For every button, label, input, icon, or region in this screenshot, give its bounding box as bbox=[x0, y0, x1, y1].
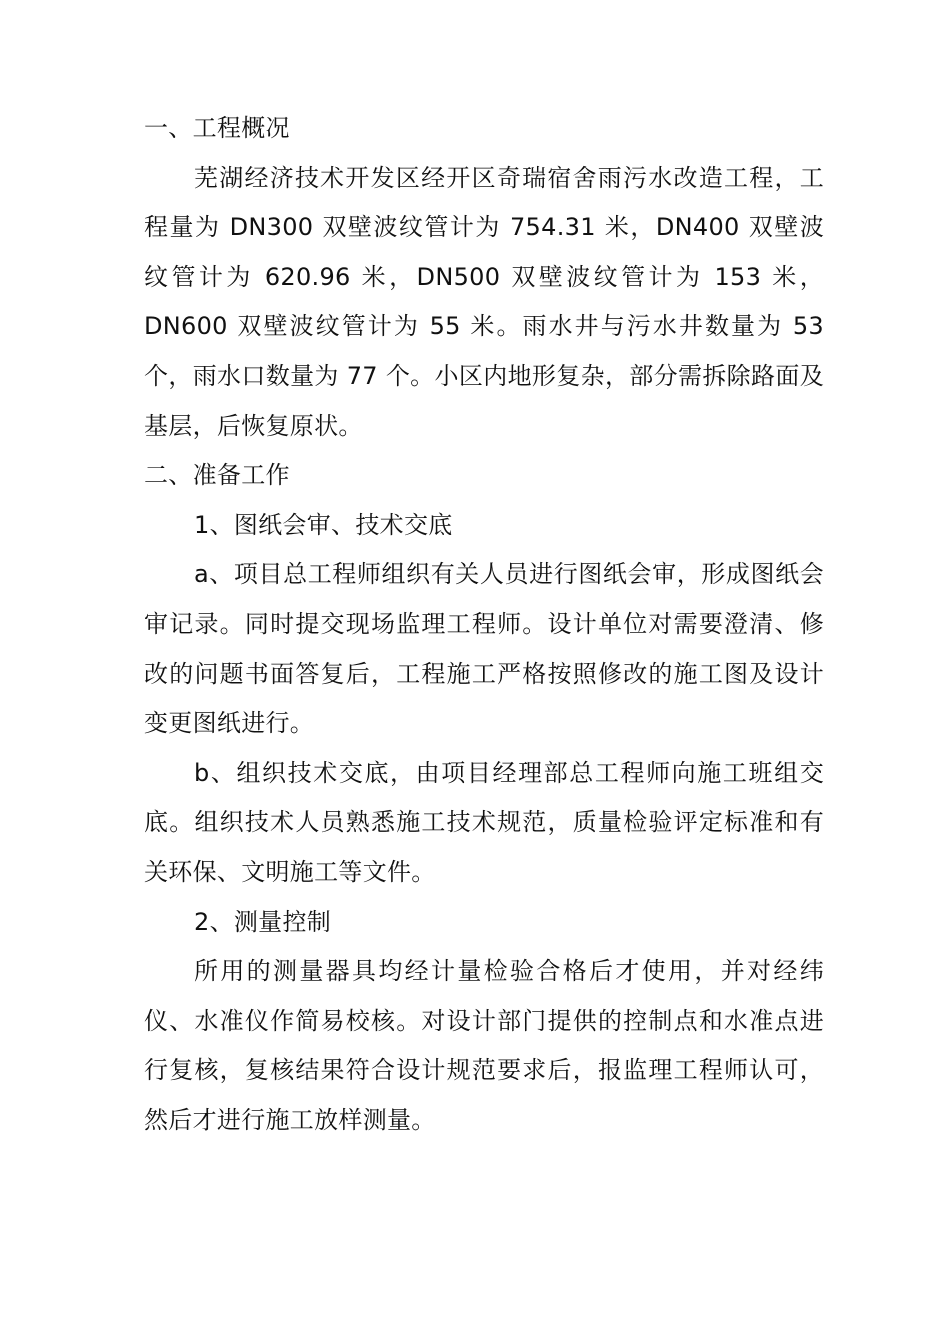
paragraph-overview: 芜湖经济技术开发区经开区奇瑞宿舍雨污水改造工程，工程量为 DN300 双壁波纹管计为 754.31 米，DN400 双壁波纹管计为 620.96 米，DN500 双壁波纹管计为 153 米，DN600 双壁波纹管计为 55 米。雨水井与污水井数量为 53 个，雨水口数量为 77 个。小区内地形复杂，部分需拆除路面及基层，后恢复原状。 bbox=[144, 163, 824, 440]
paragraph-survey-control: 所用的测量器具均经计量检验合格后才使用，并对经纬仪、水准仪作简易校核。对设计部门提供的控制点和水准点进行复核，复核结果符合设计规范要求后，报监理工程师认可，然后才进行施工放样测量。 bbox=[144, 957, 824, 1134]
section-heading-preparation: 二、准备工作 bbox=[144, 461, 290, 490]
paragraph-drawing-review-a: a、项目总工程师组织有关人员进行图纸会审，形成图纸会审记录。同时提交现场监理工程师。设计单位对需要澄清、修改的问题书面答复后，工程施工严格按照修改的施工图及设计变更图纸进行。 bbox=[144, 560, 824, 738]
subheading-survey-control: 2、测量控制 bbox=[194, 907, 332, 936]
subheading-drawing-review: 1、图纸会审、技术交底 bbox=[194, 510, 453, 539]
section-heading-overview: 一、工程概况 bbox=[144, 114, 290, 142]
document-body bbox=[144, 104, 824, 1145]
paragraph-technical-briefing-b: b、组织技术交底，由项目经理部总工程师向施工班组交底。组织技术人员熟悉施工技术规范，质量检验评定标准和有关环保、文明施工等文件。 bbox=[144, 758, 824, 886]
